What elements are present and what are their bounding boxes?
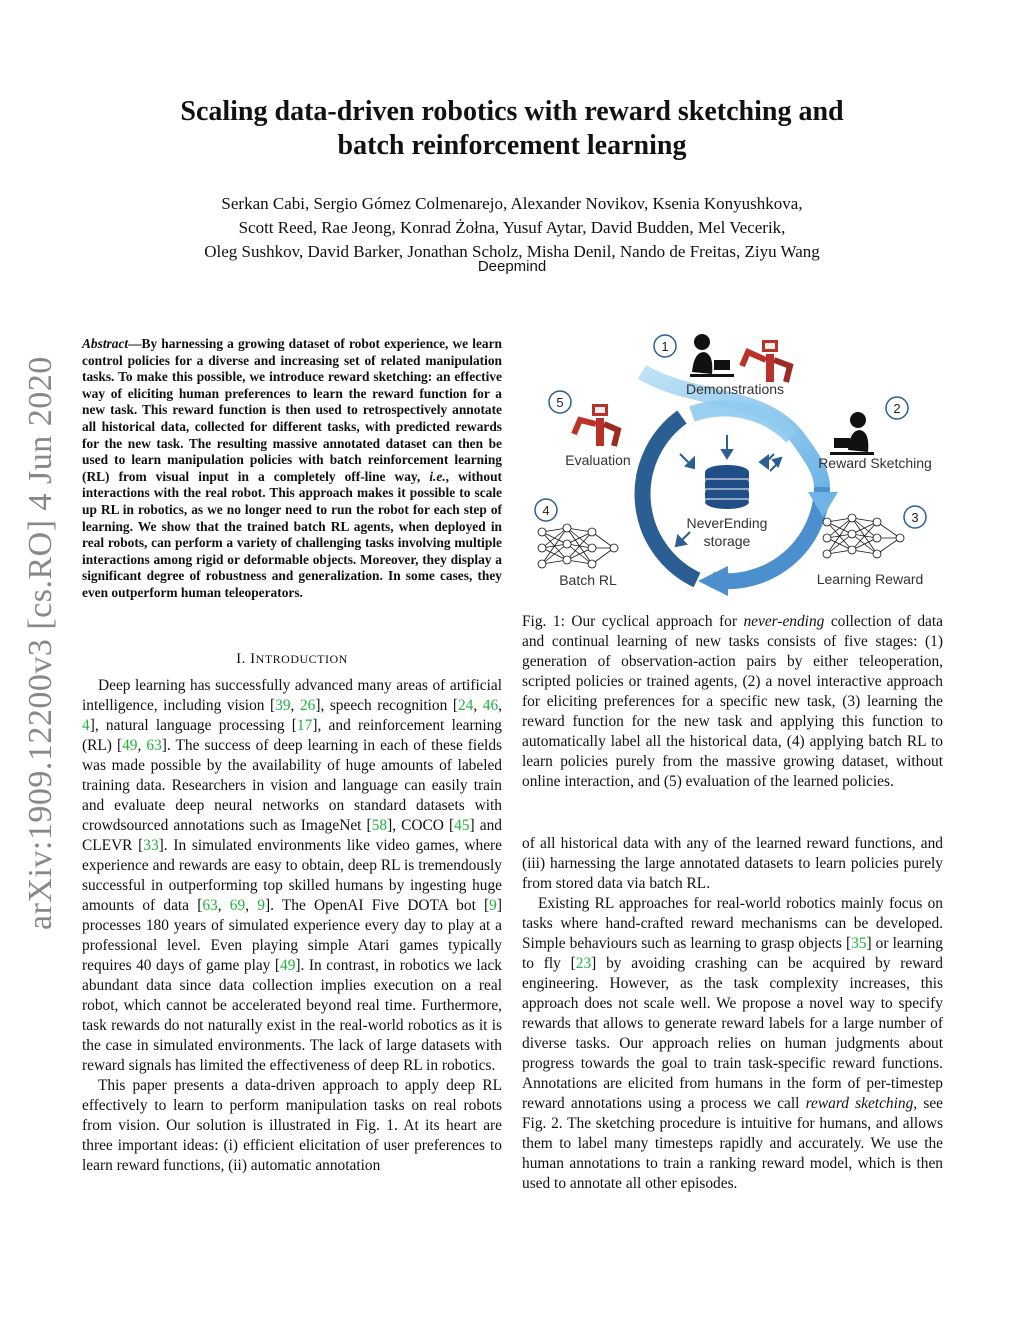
- figure-1-caption: Fig. 1: Our cyclical approach for never-ending collection of data and continual learning of new tasks consists of five stages: (1) generation of observation-action pairs by either teleoperation, scripted policies or trained agents, (2) a novel interactive approach for eliciting preferences for a specific new task, (3) learning the reward function for the new task and applying this function to automatically label all the historical data, (4) applying batch RL to learn policies purely from the massive growing dataset, without online interaction, and (5) evaluation of the learned policies.: [522, 613, 943, 790]
- citation-link[interactable]: 45: [454, 817, 470, 834]
- author-list: [120, 192, 904, 264]
- citation-link[interactable]: 24: [457, 697, 474, 714]
- neural-network-icon-reward: [823, 514, 904, 558]
- label-reward-sketching: Reward Sketching: [818, 455, 932, 471]
- human-operator-icon: [690, 334, 734, 377]
- abstract-label: Abstract: [82, 336, 129, 351]
- human-annotator-icon: [830, 412, 874, 455]
- label-evaluation: Evaluation: [565, 452, 631, 468]
- citation-link[interactable]: 35: [851, 935, 867, 952]
- citation-link[interactable]: 58: [371, 817, 388, 834]
- authors-line-2: Scott Reed, Rae Jeong, Konrad Żołna, Yusuf Aytar, David Budden, Mel Vecerik,: [238, 218, 786, 237]
- intro-paragraph-1: Deep learning has successfully advanced many areas of artificial intelligence, including vision [39, 26], speech recognition [24, 46, 4], natural language processing [17], and reinforcement learning (RL) [49, 63]. The success of deep learning in each of these fields was made possible by the availability of huge amounts of labeled training data. Researchers in vision and language can easily train and evaluate deep neural networks on standard datasets with crowdsourced annotations such as ImageNet [58], COCO [45] and CLEVR [33]. In simulated environments like video games, where experience and rewards are easy to obtain, deep RL is tremendously successful in outperforming top skilled humans by ingesting huge amounts of data [63, 69, 9]. The OpenAI Five DOTA bot [9] processes 180 years of simulated experience every day to play at a professional level. Even playing simple Atari games typically requires 40 days of game play [49]. In contrast, in robotics we lack abundant data since data collection implies execution on a real robot, which cannot be accelerated beyond real time. Furthermore, task rewards do not naturally exist in the real-world robotics as it is the case in simulated environments. The lack of large datasets with reward signals has limited the effectiveness of deep RL in robotics.: [82, 677, 503, 1074]
- figure-1-cycle-diagram: [522, 322, 952, 604]
- title-line-1: Scaling data-driven robotics with reward sketching and: [180, 96, 844, 127]
- right-column-body: [522, 834, 943, 1194]
- citation-link[interactable]: 4: [82, 717, 90, 734]
- database-icon: [705, 465, 749, 509]
- citation-link[interactable]: 33: [143, 837, 159, 854]
- citation-link[interactable]: 9: [489, 897, 497, 914]
- citation-link[interactable]: 39: [275, 697, 291, 714]
- citation-link[interactable]: 46: [482, 697, 499, 714]
- citation-link[interactable]: 26: [299, 697, 316, 714]
- section-heading-introduction: I. INTRODUCTION: [236, 651, 348, 667]
- step-1-number: 1: [661, 339, 669, 354]
- citation-link[interactable]: 23: [575, 955, 592, 972]
- affiliation: Deepmind: [477, 258, 547, 275]
- introduction-body: [82, 676, 502, 1176]
- cycle-arrowhead-bottom: [698, 566, 728, 596]
- citation-link[interactable]: 9: [257, 897, 265, 914]
- abstract-text-end: , without interactions with the real robot. This approach makes it possible to scale up RL in robotics, as we no longer need to run the robot for each step of learning. We show that the trained batch RL agents, when deployed in real robots, can perform a variety of challenging tasks involving multiple interactions among rigid or deformable objects. Moreover, they display a significant degree of robustness and generalization. In some cases, they even outperform human teleoperators.: [82, 468, 502, 600]
- citation-link[interactable]: 63: [202, 897, 218, 914]
- authors-line-1: Serkan Cabi, Sergio Gómez Colmenarejo, Alexander Novikov, Ksenia Konyushkova,: [221, 194, 803, 213]
- step-3-number: 3: [911, 510, 919, 525]
- abstract-ie: i.e.: [429, 468, 446, 484]
- paper-title: [120, 95, 904, 163]
- neural-network-icon-batch-rl: [538, 524, 618, 568]
- abstract-text: —By harnessing a growing dataset of robot experience, we learn control policies for a diverse and increasing set of related manipulation tasks. To make this possible, we introduce reward sketching: an effective way of eliciting human preferences to learn the reward function for a new task. This reward function is then used to retrospectively annotate all historical data, collected for different tasks, with predicted rewards for the new task. The resulting massive annotated dataset can then be used to learn manipulation policies with batch reinforcement learning (RL) from visual input in a completely off-line way,: [82, 336, 502, 484]
- arxiv-id: arXiv:1909.12200v3 [cs.RO] 4 Jun 2020: [22, 356, 59, 930]
- step-2-number: 2: [893, 401, 901, 416]
- storage-label-2: storage: [703, 533, 751, 549]
- citation-link[interactable]: 49: [280, 957, 296, 974]
- citation-link[interactable]: 49: [122, 737, 138, 754]
- citation-link[interactable]: 69: [229, 897, 246, 914]
- abstract: [82, 336, 502, 602]
- robot-arm-icon-eval: [574, 404, 618, 446]
- label-learning-reward: Learning Reward: [816, 571, 924, 587]
- label-demonstrations: Demonstrations: [685, 381, 785, 397]
- storage-label-1: NeverEnding: [686, 515, 768, 531]
- label-batch-rl: Batch RL: [559, 572, 617, 588]
- cycle-arrow-left: [643, 417, 697, 580]
- robot-arm-icon-demo: [742, 340, 790, 382]
- authors-line-3: Oleg Sushkov, David Barker, Jonathan Scholz, Misha Denil, Nando de Freitas, Ziyu Wang: [204, 242, 820, 261]
- right-paragraph-1: of all historical data with any of the learned reward functions, and (iii) harnessing the large annotated datasets to learn policies purely from stored data via batch RL.: [522, 835, 943, 892]
- intro-paragraph-2: This paper presents a data-driven approach to apply deep RL effectively to learn to perform manipulation tasks on real robots from vision. Our solution is illustrated in Fig. 1. At its heart are three important ideas: (i) efficient elicitation of user preferences to learn reward functions, (ii) automatic annotation: [82, 1077, 502, 1174]
- step-5-number: 5: [556, 395, 564, 410]
- citation-link[interactable]: 17: [296, 717, 313, 734]
- title-line-2: batch reinforcement learning: [337, 130, 687, 161]
- step-4-number: 4: [542, 503, 550, 518]
- right-paragraph-2: Existing RL approaches for real-world robotics mainly focus on tasks where hand-crafted reward mechanisms can be developed. Simple behaviours such as learning to grasp objects [35] or learning to fly [23] by avoiding crashing can be acquired by reward engineering. However, as the task complexity increases, this approach does not scale well. We propose a novel way to specify rewards that allows to generate reward labels for a large number of diverse tasks. Our approach relies on human judgments about progress towards the goal to train task-specific reward functions. Annotations are elicited from humans in the form of per-timestep reward annotations using a process we call reward sketching, see Fig. 2. The sketching procedure is intuitive for humans, and allows them to label many timesteps rapidly and accurately. We use the human annotations to train a ranking reward model, which is then used to annotate all other episodes.: [522, 895, 943, 1192]
- citation-link[interactable]: 63: [146, 737, 162, 754]
